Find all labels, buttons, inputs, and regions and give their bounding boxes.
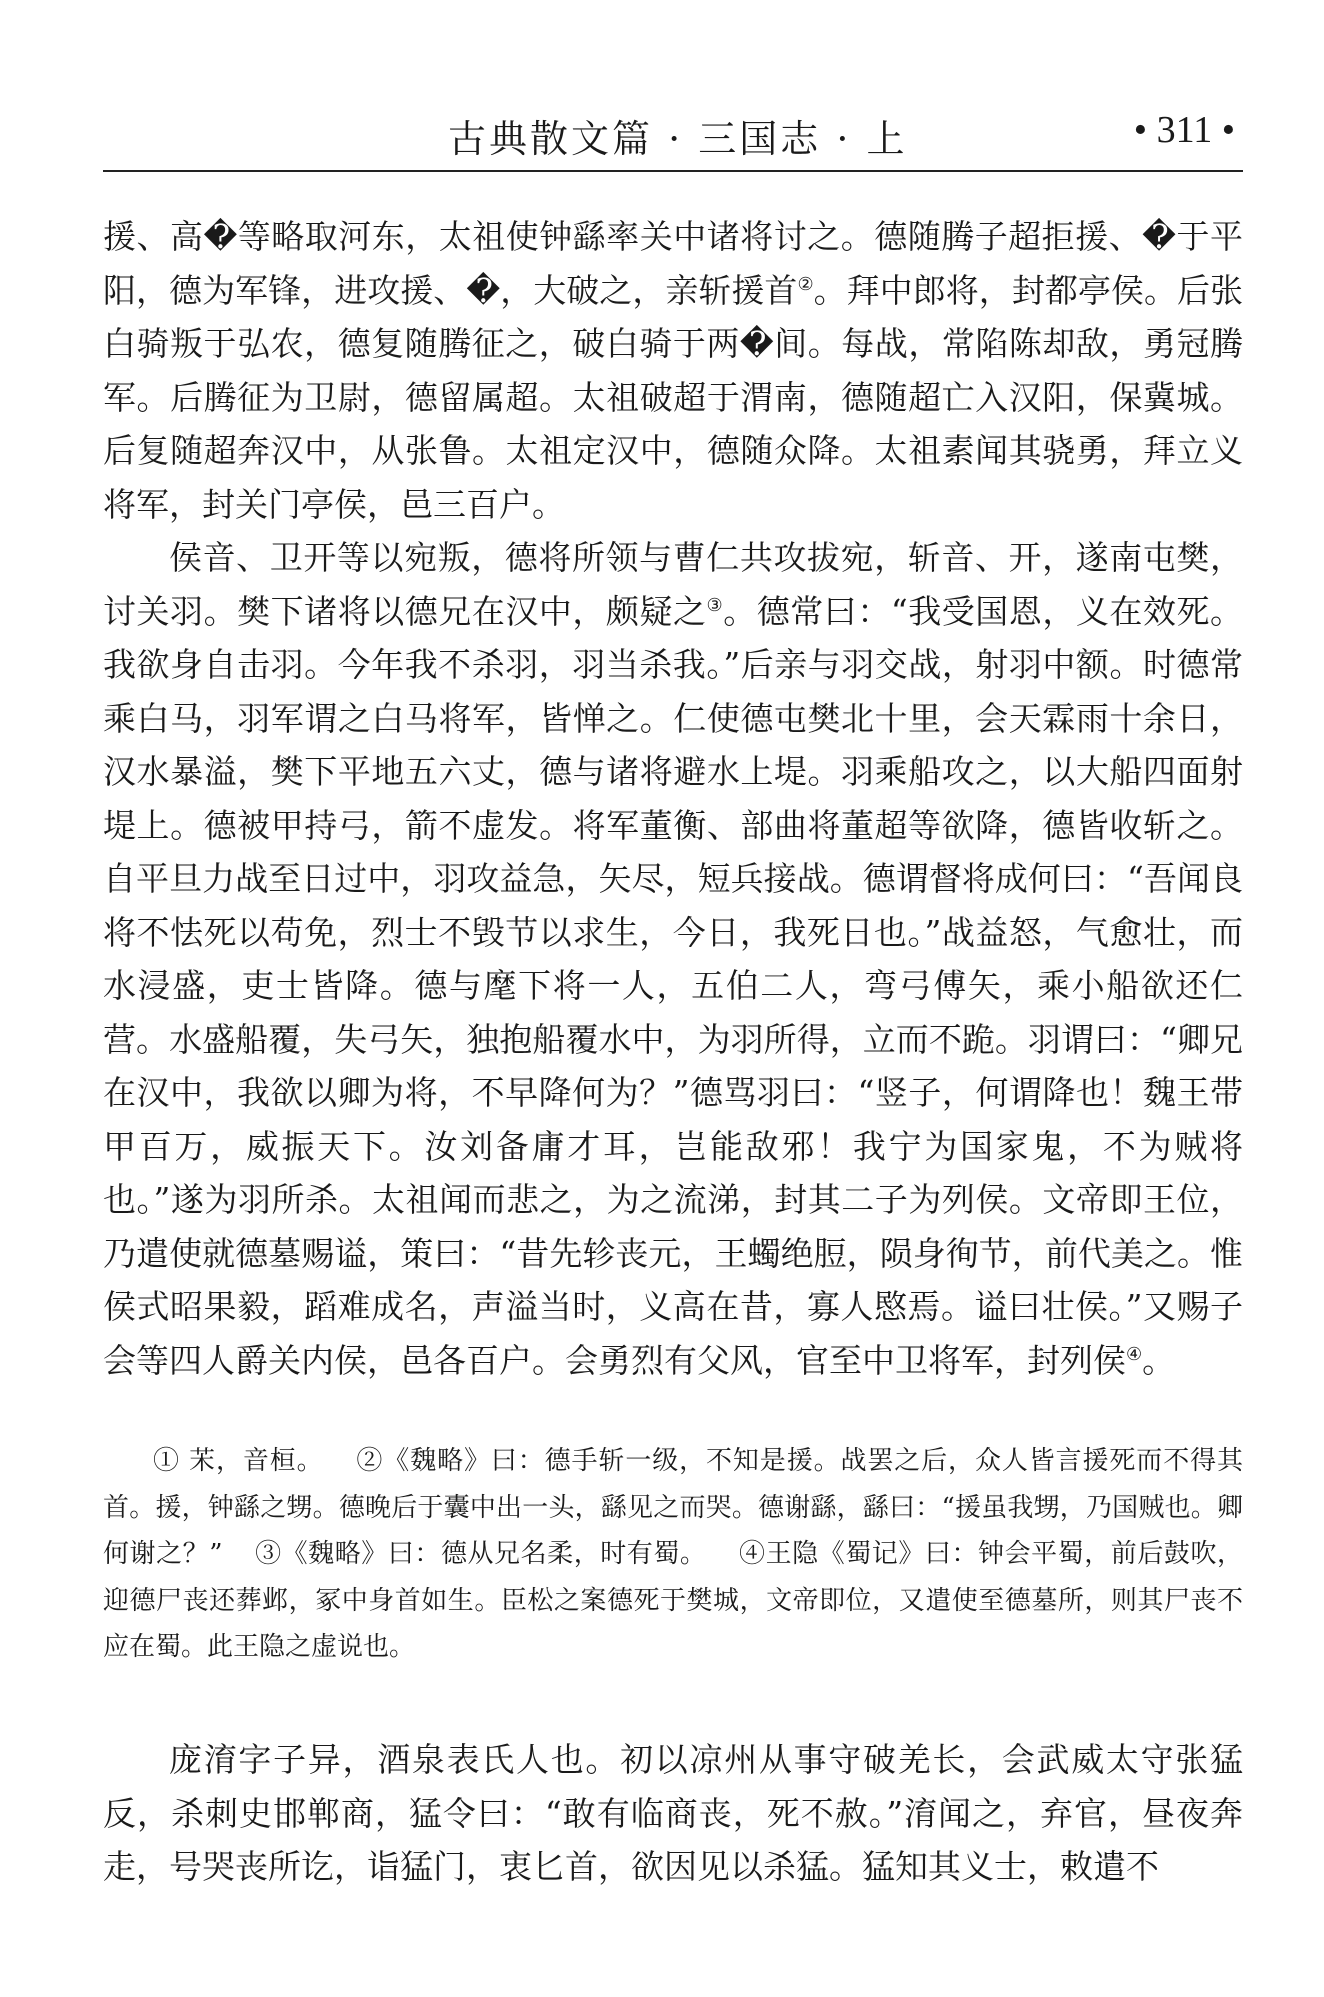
paragraph-2 [103,531,1243,1387]
header-rule [103,170,1243,172]
annotation-3: ③《魏略》曰：德从兄名柔，时有蜀。 [254,1539,707,1569]
annotation-2: ②《魏略》曰：德手斩一级，不知是援。战罢之后，众人皆言援死而不得其首。援，钟繇之甥。德晚后于囊中出一头，繇见之而哭。德谢繇，繇曰：“援虽我甥，乃国贼也。卿何谢之？” [103,1446,1243,1569]
running-header [103,108,1243,161]
annotation-block [103,1438,1243,1671]
paragraph-text: 侯音、卫开等以宛叛，德将所领与曹仁共攻拔宛，斩音、开，遂南屯樊，讨关羽。樊下诸将以德兄在汉中，颇疑之 [103,538,1243,631]
annotation-4: ④王隐《蜀记》曰：钟会平蜀，前后鼓吹，迎德尸丧还葬邺，冢中身首如生。臣松之案德死于樊城，文帝即位，又遣使至德墓所，则其尸丧不应在蜀。此王隐之虚说也。 [103,1539,1243,1662]
paragraph-text: 援、高�等略取河东，太祖使钟繇率关中诸将讨之。德随腾子超拒援、�于平阳，德为军锋，进攻援、�，大破之，亲斩援首 [103,217,1243,310]
paragraph-1 [103,210,1243,531]
footnote-ref: ④ [1126,1343,1143,1365]
main-text-continued [103,1733,1243,1894]
running-title: 古典散文篇 · 三国志 · 上 [448,117,908,161]
paragraph-text: 。 [1142,1340,1176,1380]
annotation-text [103,1438,1243,1671]
paragraph-text: 。拜中郎将，封都亭侯。后张白骑叛于弘农，德复随腾征之，破白骑于两�间。每战，常陷陈却敌，勇冠腾军。后腾征为卫尉，德留属超。太祖破超于渭南，德随超亡入汉阳，保冀城。后复随超奔汉中，从张鲁。太祖定汉中，德随众降。太祖素闻其骁勇，拜立义将军，封关门亭侯，邑三百户。 [103,270,1243,524]
page-number: • 311 • [1133,109,1235,151]
footnote-ref: ③ [706,594,724,616]
annotation-1: ① 㭉，音桓。 [153,1446,324,1476]
paragraph-text: 。德常曰：“我受国恩，义在效死。我欲身自击羽。今年我不杀羽，羽当杀我。”后亲与羽交战，射羽中额。时德常乘白马，羽军谓之白马将军，皆惮之。仁使德屯樊北十里，会天霖雨十余日，汉水暴溢，樊下平地五六丈，德与诸将避水上堤。羽乘船攻之，以大船四面射堤上。德被甲持弓，箭不虚发。将军董衡、部曲将董超等欲降，德皆收斩之。自平旦力战至日过中，羽攻益急，矢尽，短兵接战。德谓督将成何曰：“吾闻良将不怯死以苟免，烈士不毁节以求生，今日，我死日也。”战益怒，气愈壮，而水浸盛，吏士皆降。德与麾下将一人，五伯二人，弯弓傅矢，乘小船欲还仁营。水盛船覆，失弓矢，独抱船覆水中，为羽所得，立而不跪。羽谓曰：“卿兄在汉中，我欲以卿为将，不早降何为？”德骂羽曰：“竖子，何谓降也！魏王带甲百万，威振天下。汝刘备庸才耳，岂能敌邪！我宁为国家鬼，不为贼将也。”遂为羽所杀。太祖闻而悲之，为之流涕，封其二子为列侯。文帝即王位，乃遣使就德墓赐谥，策曰：“昔先轸丧元，王蠋绝脰，陨身徇节，前代美之。惟侯式昭果毅，蹈难成名，声溢当时，义高在昔，寡人愍焉。谥曰壮侯。”又赐子会等四人爵关内侯，邑各百户。会勇烈有父风，官至中卫将军，封列侯 [103,591,1244,1380]
main-text [103,210,1243,1387]
footnote-ref: ② [797,273,814,295]
paragraph-3: 庞淯字子异，酒泉表氏人也。初以凉州从事守破羌长，会武威太守张猛反，杀刺史邯郸商，猛令曰：“敢有临商丧，死不赦。”淯闻之，弃官，昼夜奔走，号哭丧所讫，诣猛门，衷匕首，欲因见以杀猛。猛知其义士，敕遣不 [103,1740,1243,1886]
